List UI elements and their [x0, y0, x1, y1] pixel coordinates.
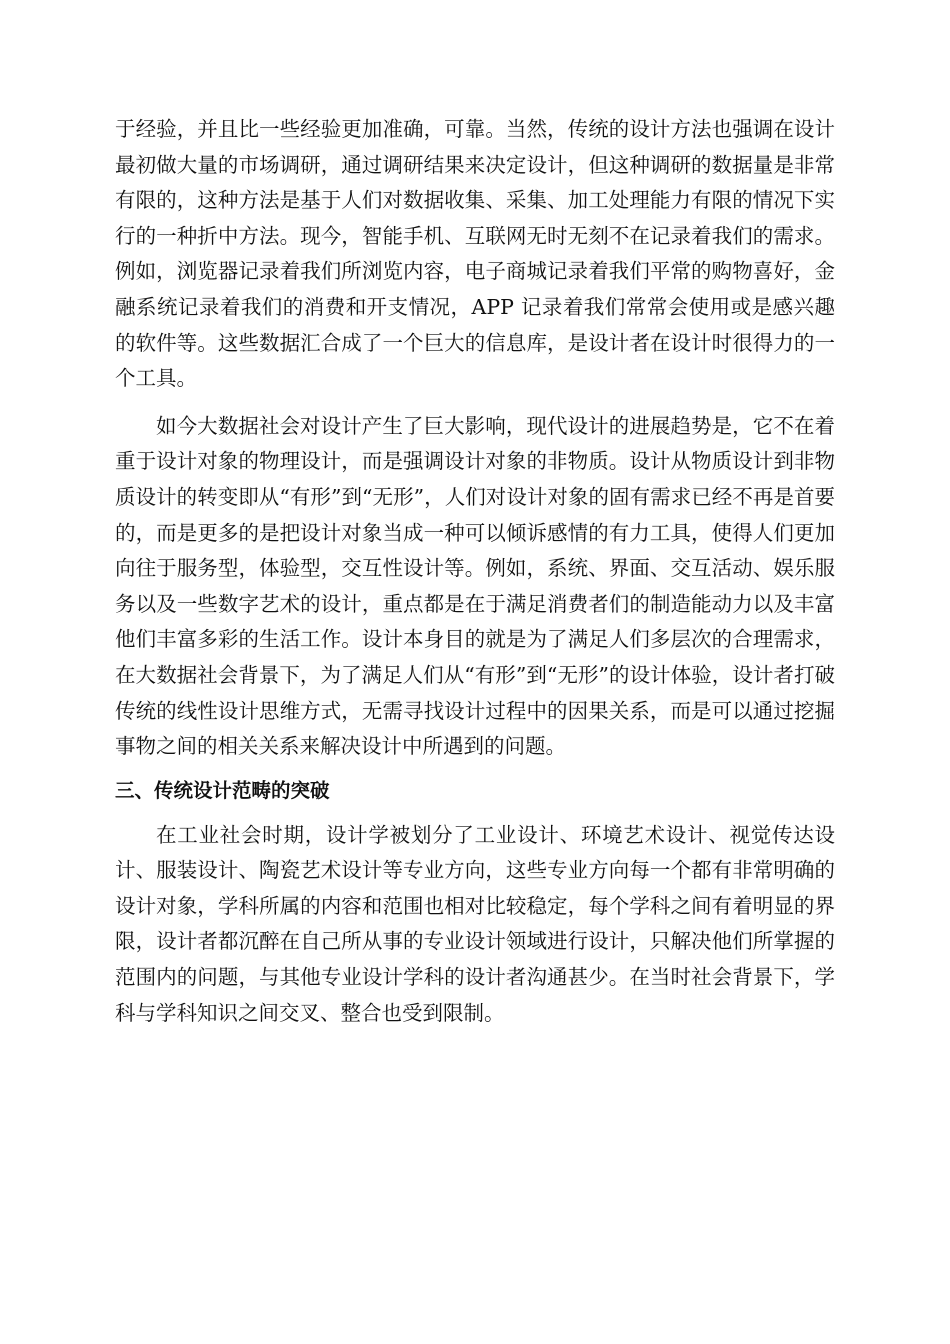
paragraph-continued: 于经验，并且比一些经验更加准确，可靠。当然，传统的设计方法也强调在设计最初做大量的市场调研，通过调研结果来决定设计，但这种调研的数据量是非常有限的，这种方法是基于人们对数据收集、采集、加工处理能力有限的情况下实行的一种折中方法。现今，智能手机、互联网无时无刻不在记录着我们的需求。例如，浏览器记录着我们所浏览内容，电子商城记录着我们平常的购物喜好，金融系统记录着我们的消费和开支情况，APP 记录着我们常常会使用或是感兴趣的软件等。这些数据汇合成了一个巨大的信息库，是设计者在设计时很得力的一个工具。 [115, 117, 835, 391]
document-body [115, 112, 835, 1031]
paragraph-industrial-era: 在工业社会时期，设计学被划分了工业设计、环境艺术设计、视觉传达设计、服装设计、陶瓷艺术设计等专业方向，这些专业方向每一个都有非常明确的设计对象，学科所属的内容和范围也相对比较稳定，每个学科之间有着明显的界限，设计者都沉醉在自己所从事的专业设计领域进行设计，只解决他们所掌握的范围内的问题，与其他专业设计学科的设计者沟通甚少。在当时社会背景下，学科与学科知识之间交叉、整合也受到限制。 [115, 822, 835, 1025]
paragraph-big-data-impact: 如今大数据社会对设计产生了巨大影响，现代设计的进展趋势是，它不在着重于设计对象的物理设计，而是强调设计对象的非物质。设计从物质设计到非物质设计的转变即从“有形”到“无形”，人们对设计对象的固有需求已经不再是首要的，而是更多的是把设计对象当成一种可以倾诉感情的有力工具，使得人们更加向往于服务型，体验型，交互性设计等。例如，系统、界面、交互活动、娱乐服务以及一些数字艺术的设计，重点都是在于满足消费者们的制造能动力以及丰富他们丰富多彩的生活工作。设计本身目的就是为了满足人们多层次的合理需求，在大数据社会背景下，为了满足人们从“有形”到“无形”的设计体验，设计者打破传统的线性设计思维方式，无需寻找设计过程中的因果关系，而是可以通过挖掘事物之间的相关关系来解决设计中所遇到的问题。 [115, 413, 835, 759]
section-heading: 三、传统设计范畴的突破 [115, 778, 330, 802]
